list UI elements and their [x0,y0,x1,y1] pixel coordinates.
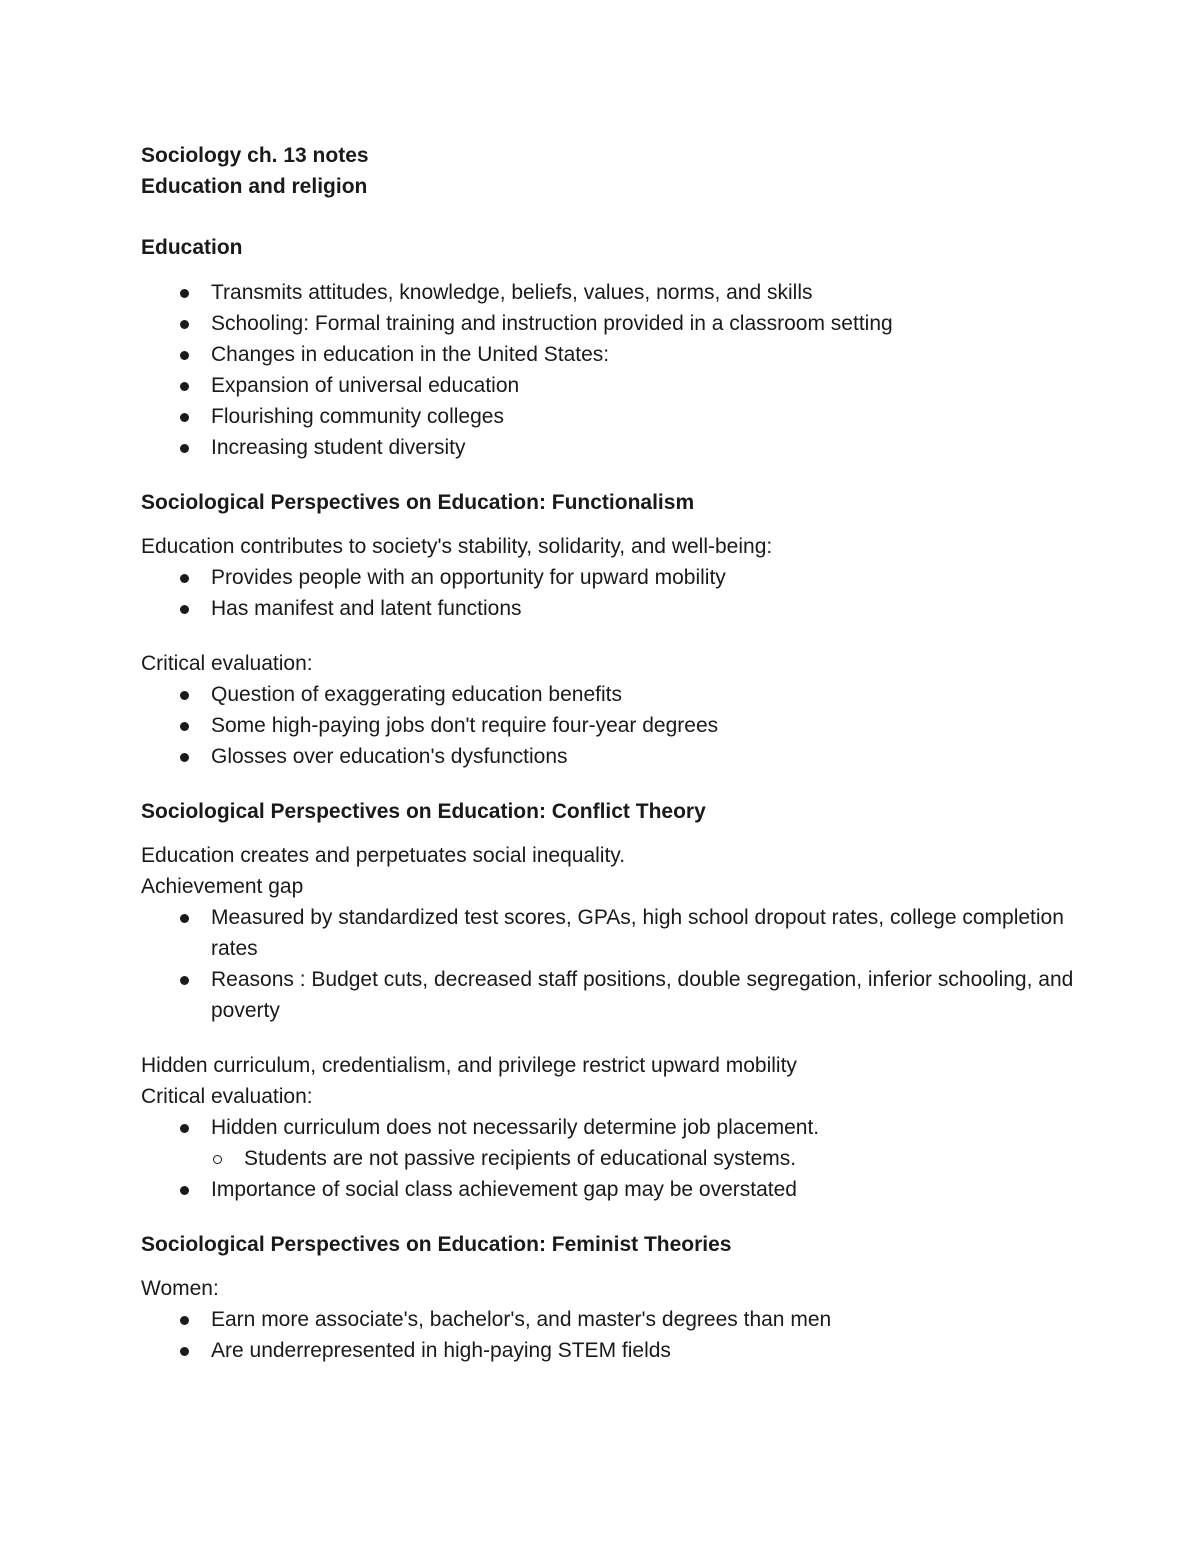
bullet-icon [180,574,189,583]
bullet-icon [180,976,189,985]
section-heading-functionalism: Sociological Perspectives on Education: Functionalism [141,491,695,514]
functionalism-critical-list [141,679,1081,772]
functionalism-critical-label: Critical evaluation: [141,652,313,675]
hidden-curriculum-text: Hidden curriculum, credentialism, and privilege restrict upward mobility [141,1054,797,1077]
hollow-bullet-icon [213,1155,222,1164]
list-item: Glosses over education's dysfunctions [141,741,1081,772]
list-item: Provides people with an opportunity for upward mobility [141,562,1081,593]
bullet-icon [180,691,189,700]
bullet-icon [180,382,189,391]
list-item: Increasing student diversity [141,432,1081,463]
bullet-icon [180,444,189,453]
sub-list-item: Students are not passive recipients of educational systems. [173,1143,1081,1174]
bullet-icon [180,1186,189,1195]
list-item: Hidden curriculum does not necessarily determine job placement. [141,1112,1081,1143]
document-page [141,140,1081,1366]
document-subtitle: Education and religion [141,175,368,198]
document-title: Sociology ch. 13 notes [141,144,369,167]
bullet-icon [180,1124,189,1133]
conflict-critical-list-continued [141,1174,1081,1205]
list-item: Earn more associate's, bachelor's, and master's degrees than men [141,1304,1081,1335]
conflict-critical-sublist [141,1143,1081,1174]
section-heading-education: Education [141,236,243,259]
bullet-icon [180,320,189,329]
list-item: Importance of social class achievement gap may be overstated [141,1174,1081,1205]
functionalism-list [141,562,1081,624]
achievement-gap-label: Achievement gap [141,875,304,898]
bullet-icon [180,722,189,731]
conflict-critical-list [141,1112,1081,1143]
list-item: Schooling: Formal training and instruction provided in a classroom setting [141,308,1081,339]
bullet-icon [180,914,189,923]
list-item: Changes in education in the United States: [141,339,1081,370]
functionalism-intro: Education contributes to society's stability, solidarity, and well-being: [141,535,773,558]
list-item: Flourishing community colleges [141,401,1081,432]
achievement-gap-list [141,902,1081,1026]
list-item: Has manifest and latent functions [141,593,1081,624]
feminist-intro: Women: [141,1277,219,1300]
bullet-icon [180,1347,189,1356]
conflict-critical-label: Critical evaluation: [141,1085,313,1108]
section-heading-conflict: Sociological Perspectives on Education: Conflict Theory [141,800,706,823]
list-item: Measured by standardized test scores, GPAs, high school dropout rates, college completion rates [141,902,1081,964]
list-item: Transmits attitudes, knowledge, beliefs, values, norms, and skills [141,277,1081,308]
conflict-intro: Education creates and perpetuates social inequality. [141,844,626,867]
bullet-icon [180,1316,189,1325]
bullet-icon [180,605,189,614]
bullet-icon [180,753,189,762]
list-item: Are underrepresented in high-paying STEM fields [141,1335,1081,1366]
list-item: Expansion of universal education [141,370,1081,401]
bullet-icon [180,289,189,298]
bullet-icon [180,413,189,422]
list-item: Reasons : Budget cuts, decreased staff positions, double segregation, inferior schooling, and poverty [141,964,1081,1026]
section-heading-feminist: Sociological Perspectives on Education: Feminist Theories [141,1233,732,1256]
education-list [141,277,1081,463]
bullet-icon [180,351,189,360]
list-item: Some high-paying jobs don't require four-year degrees [141,710,1081,741]
feminist-list [141,1304,1081,1366]
list-item: Question of exaggerating education benefits [141,679,1081,710]
